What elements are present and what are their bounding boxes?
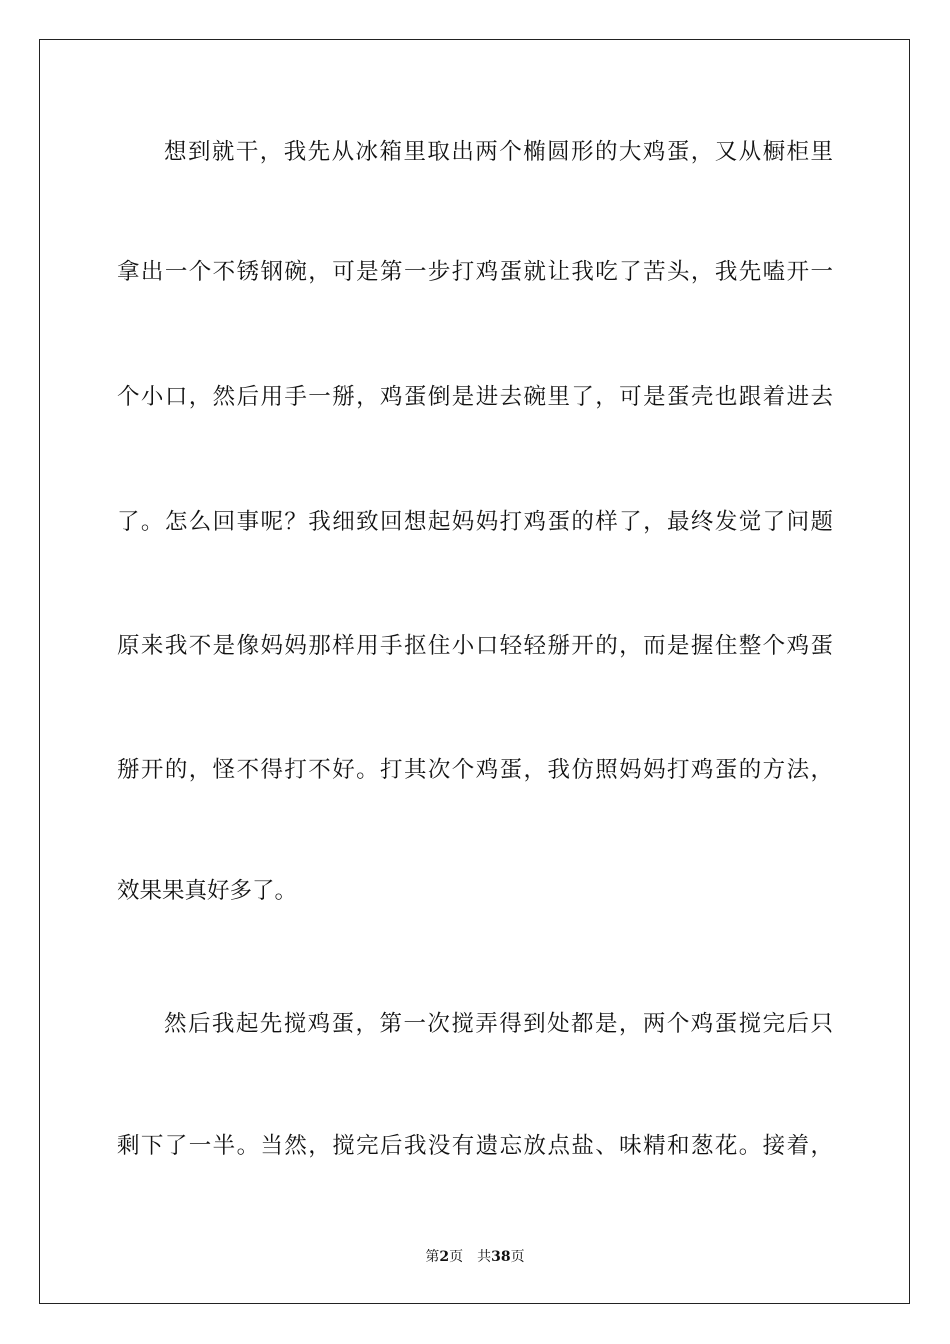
total-suffix: 页 — [510, 1249, 525, 1265]
paragraph-1-line-7: 效果果真好多了。 — [117, 878, 298, 904]
paragraph-2-line-2: 剩下了一半。当然，搅完后我没有遗忘放点盐、味精和葱花。接着， — [117, 1133, 833, 1159]
paragraph-1-line-5: 原来我不是像妈妈那样用手抠住小口轻轻掰开的，而是握住整个鸡蛋 — [117, 633, 833, 659]
page-footer — [0, 1247, 950, 1267]
paragraph-1-line-4: 了。怎么回事呢？我细致回想起妈妈打鸡蛋的样了，最终发觉了问题 — [117, 509, 833, 535]
total-prefix: 共 — [477, 1249, 492, 1265]
page-number: 2 — [439, 1249, 450, 1265]
paragraph-2-line-1: 然后我起先搅鸡蛋，第一次搅弄得到处都是，两个鸡蛋搅完后只 — [164, 1011, 833, 1037]
total-pages: 38 — [491, 1249, 511, 1265]
paragraph-1-line-1: 想到就干，我先从冰箱里取出两个椭圆形的大鸡蛋，又从橱柜里 — [164, 139, 833, 165]
paragraph-1-line-6: 掰开的，怪不得打不好。打其次个鸡蛋，我仿照妈妈打鸡蛋的方法， — [117, 757, 833, 783]
paragraph-1-line-3: 个小口，然后用手一掰，鸡蛋倒是进去碗里了，可是蛋壳也跟着进去 — [117, 384, 833, 410]
page-suffix: 页 — [449, 1249, 464, 1265]
page-prefix: 第 — [425, 1249, 440, 1265]
paragraph-1-line-2: 拿出一个不锈钢碗，可是第一步打鸡蛋就让我吃了苦头，我先嗑开一 — [117, 259, 833, 285]
page-border — [39, 39, 910, 1304]
